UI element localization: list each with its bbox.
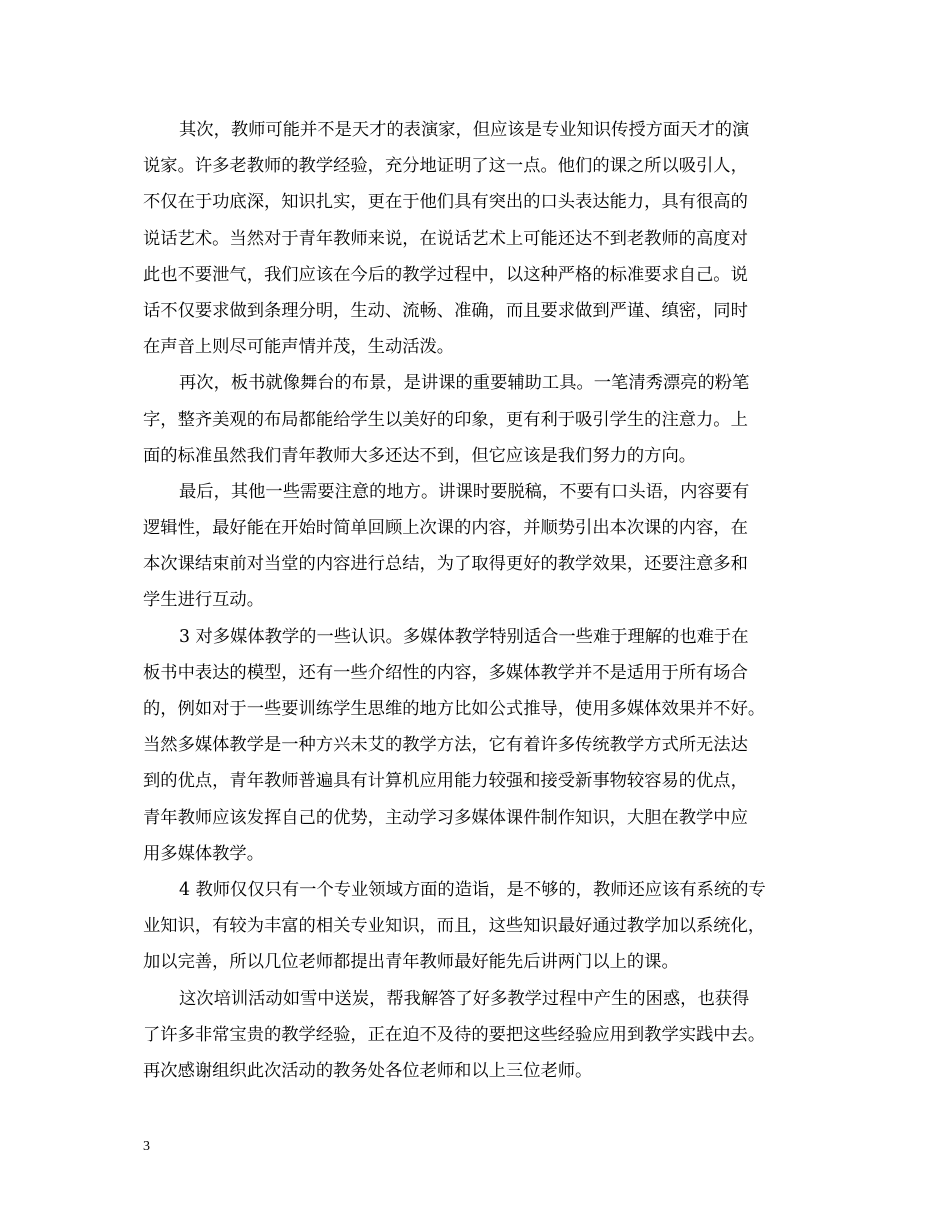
text-line: 青年教师应该发挥自己的优势，主动学习多媒体课件制作知识，大胆在教学中应 [143, 807, 748, 828]
text-line: 用多媒体教学。 [143, 843, 264, 864]
paragraph [143, 112, 813, 365]
paragraph [143, 365, 813, 474]
text-line: 这次培训活动如雪中送炭，帮我解答了好多教学过程中产生的困惑，也获得 [179, 988, 750, 1009]
text-line: 板书中表达的模型，还有一些介绍性的内容，多媒体教学并不是适用于所有场合 [143, 662, 748, 683]
text-line: 说家。许多老教师的教学经验，充分地证明了这一点。他们的课之所以吸引人， [143, 156, 748, 177]
text-line: 字，整齐美观的布局都能给学生以美好的印象，更有利于吸引学生的注意力。上 [143, 409, 748, 430]
text-line: 4 教师仅仅只有一个专业领域方面的造诣，是不够的，教师还应该有系统的专 [179, 879, 766, 900]
text-line: 再次，板书就像舞台的布景，是讲课的重要辅助工具。一笔清秀漂亮的粉笔 [179, 373, 750, 394]
text-line: 的，例如对于一些要训练学生思维的地方比如公式推导，使用多媒体效果并不好。 [143, 699, 766, 719]
text-line: 再次感谢组织此次活动的教务处各位老师和以上三位老师。 [143, 1060, 593, 1081]
text-line: 加以完善，所以几位老师都提出青年教师最好能先后讲两门以上的课。 [143, 952, 679, 973]
text-line: 业知识，有较为丰富的相关专业知识，而且，这些知识最好通过教学加以系统化， [143, 916, 766, 937]
text-line: 话不仅要求做到条理分明，生动、流畅、准确，而且要求做到严谨、缜密，同时 [143, 300, 748, 321]
paragraph [143, 619, 813, 872]
text-line: 学生进行互动。 [143, 590, 264, 611]
text-line: 到的优点，青年教师普遍具有计算机应用能力较强和接受新事物较容易的优点， [143, 771, 748, 792]
paragraph [143, 981, 813, 1090]
text-line: 3 对多媒体教学的一些认识。多媒体教学特别适合一些难于理解的也难于在 [179, 626, 749, 647]
text-line: 当然多媒体教学是一种方兴未艾的教学方法，它有着许多传统教学方式所无法达 [143, 735, 748, 756]
text-line: 了许多非常宝贵的教学经验，正在迫不及待的要把这些经验应用到教学实践中去。 [143, 1024, 766, 1045]
paragraph [143, 872, 813, 981]
document-body [143, 112, 813, 1089]
text-line: 面的标准虽然我们青年教师大多还达不到，但它应该是我们努力的方向。 [143, 445, 697, 466]
text-line: 在声音上则尽可能声情并茂，生动活泼。 [143, 337, 455, 358]
text-line: 说话艺术。当然对于青年教师来说，在说话艺术上可能还达不到老教师的高度对 [143, 228, 748, 249]
text-line: 最后，其他一些需要注意的地方。讲课时要脱稿，不要有口头语，内容要有 [179, 481, 750, 502]
text-line: 其次，教师可能并不是天才的表演家，但应该是专业知识传授方面天才的演 [179, 120, 750, 140]
page-number: 3 [143, 1139, 150, 1154]
text-line: 逻辑性，最好能在开始时简单回顾上次课的内容，并顺势引出本次课的内容，在 [143, 518, 748, 539]
text-line: 此也不要泄气，我们应该在今后的教学过程中，以这种严格的标准要求自己。说 [143, 264, 748, 285]
paragraph [143, 474, 813, 619]
text-line: 不仅在于功底深，知识扎实，更在于他们具有突出的口头表达能力，具有很高的 [143, 192, 748, 213]
text-line: 本次课结束前对当堂的内容进行总结，为了取得更好的教学效果，还要注意多和 [143, 554, 748, 575]
